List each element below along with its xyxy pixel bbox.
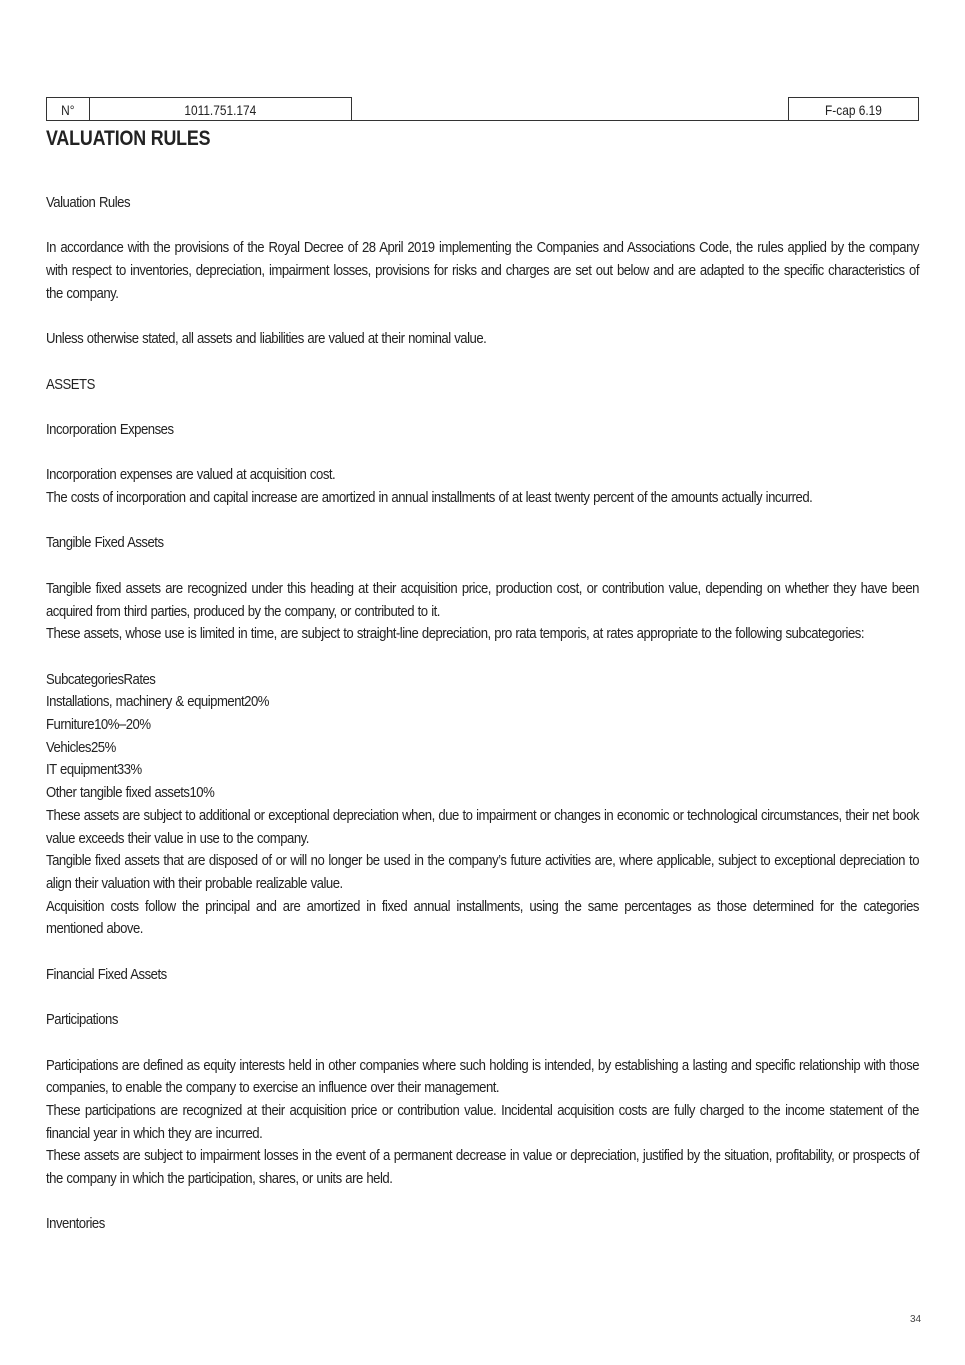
- document-body: [46, 192, 919, 1259]
- paragraph: Vehicles25%: [46, 739, 116, 756]
- header-divider: [352, 120, 788, 121]
- paragraph-block: [46, 669, 919, 941]
- paragraph: In accordance with the provisions of the Royal Decree of 28 April 2019 implementing the Companies and Associations Code, the rules applied by the company with respect to inventories, depreciation, impairment losses, provisions for risks and charges are set out below and are adapted to the specific characteristics of the company.: [46, 240, 919, 302]
- page-title: VALUATION RULES: [46, 127, 211, 150]
- paragraph-block: [46, 578, 919, 646]
- form-header: [46, 97, 919, 122]
- paragraph: ASSETS: [46, 376, 95, 393]
- paragraph: SubcategoriesRates: [46, 671, 156, 688]
- paragraph: Participations: [46, 1012, 118, 1029]
- paragraph: Tangible fixed assets that are disposed of or will no longer be used in the company’s future activities are, where applicable, subject to exceptional depreciation to align their valuation with their probable realizable value.: [46, 853, 919, 892]
- paragraph-block: [46, 419, 919, 442]
- number-label-cell: [46, 97, 90, 121]
- form-code: F-cap 6.19: [825, 102, 882, 118]
- paragraph-block: [46, 374, 919, 397]
- paragraph-block: [46, 192, 919, 215]
- company-number: 1011.751.174: [184, 102, 257, 118]
- paragraph: Incorporation Expenses: [46, 421, 174, 438]
- paragraph: Other tangible fixed assets10%: [46, 785, 215, 802]
- paragraph: These assets are subject to additional or exceptional depreciation when, due to impairment or changes in economic or technological circumstances, their net book value exceeds their value in use to the company.: [46, 807, 919, 847]
- paragraph: Participations are defined as equity interests held in other companies where such holding is intended, by establishing a lasting and specific relationship with those companies, to enable the company to exercise an influence over their management.: [46, 1057, 919, 1097]
- paragraph: Unless otherwise stated, all assets and liabilities are valued at their nominal value.: [46, 331, 487, 348]
- paragraph: Tangible fixed assets are recognized under this heading at their acquisition price, production cost, or contribution value, depending on whether they have been acquired from third parties, produced by the company, or contributed to it.: [46, 580, 919, 620]
- paragraph-block: [46, 237, 919, 305]
- paragraph: Tangible Fixed Assets: [46, 535, 164, 552]
- paragraph: IT equipment33%: [46, 762, 142, 779]
- paragraph-block: [46, 964, 919, 987]
- paragraph: Valuation Rules: [46, 195, 131, 211]
- paragraph: Furniture10%–20%: [46, 717, 151, 734]
- paragraph: The costs of incorporation and capital increase are amortized in annual installments of at least twenty percent of the amounts actually incurred.: [46, 490, 813, 507]
- paragraph-block: [46, 532, 919, 555]
- paragraph-block: [46, 1009, 919, 1032]
- paragraph: Financial Fixed Assets: [46, 966, 167, 983]
- paragraph: These assets, whose use is limited in time, are subject to straight-line depreciation, pro rata temporis, at rates appropriate to the following subcategories:: [46, 626, 864, 643]
- number-label: N°: [61, 102, 75, 118]
- page-number: 34: [910, 1314, 922, 1325]
- paragraph: These assets are subject to impairment losses in the event of a permanent decrease in value or depreciation, justified by the situation, profitability, or prospects of the company in which the participation, shares, or units are held.: [46, 1148, 919, 1188]
- paragraph-block: [46, 1213, 919, 1236]
- company-number-cell: [89, 97, 352, 121]
- paragraph: Installations, machinery & equipment20%: [46, 694, 269, 711]
- paragraph-block: [46, 464, 919, 509]
- paragraph: Incorporation expenses are valued at acquisition cost.: [46, 467, 336, 484]
- paragraph: Acquisition costs follow the principal and are amortized in fixed annual installments, using the same percentages as those determined for the categories mentioned above.: [46, 898, 919, 938]
- paragraph-block: [46, 328, 919, 351]
- paragraph: These participations are recognized at their acquisition price or contribution value. Incidental acquisition costs are fully charged to the income statement of the financial year in which they are incurred.: [46, 1102, 919, 1142]
- paragraph: Inventories: [46, 1216, 105, 1233]
- form-code-cell: [788, 97, 919, 121]
- paragraph-block: [46, 1055, 919, 1191]
